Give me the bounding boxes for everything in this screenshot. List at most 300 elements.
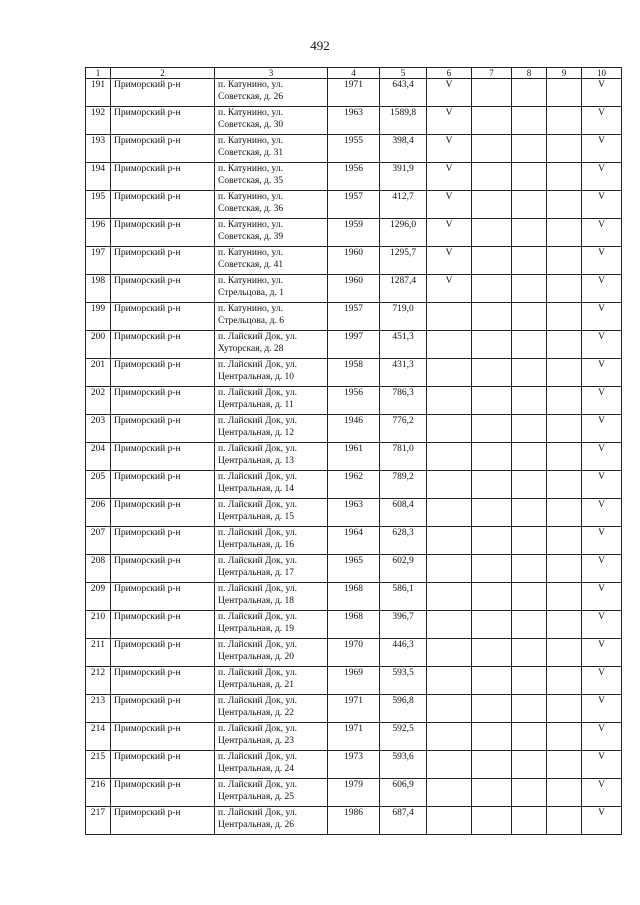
address-cell: п. Лайский Док, ул. Центральная, д. 18 [215,583,328,611]
row-number-cell: 207 [86,527,111,555]
district-cell: Приморский р-н [111,499,215,527]
address-cell: п. Лайский Док, ул. Центральная, д. 26 [215,807,328,835]
district-cell: Приморский р-н [111,611,215,639]
address-cell: п. Лайский Док, ул. Центральная, д. 15 [215,499,328,527]
address-cell: п. Лайский Док, ул. Центральная, д. 19 [215,611,328,639]
row-number-cell: 210 [86,611,111,639]
column-8-mark-cell [512,415,547,443]
column-6-mark-cell: V [427,79,472,107]
column-10-mark-cell: V [582,779,622,807]
table-row [86,583,622,611]
column-9-mark-cell [547,639,582,667]
district-cell: Приморский р-н [111,639,215,667]
column-10-mark-cell: V [582,611,622,639]
column-7-mark-cell [472,275,512,303]
address-cell: п. Катунино, ул. Советская, д. 30 [215,107,328,135]
area-cell: 431,3 [380,359,427,387]
area-cell: 398,4 [380,135,427,163]
column-6-mark-cell [427,471,472,499]
table-row [86,359,622,387]
column-9-mark-cell [547,107,582,135]
column-9-mark-cell [547,135,582,163]
year-built-cell: 1959 [328,219,380,247]
row-number-cell: 199 [86,303,111,331]
column-8-mark-cell [512,779,547,807]
column-8-mark-cell [512,303,547,331]
table-body [86,68,622,835]
district-cell: Приморский р-н [111,723,215,751]
area-cell: 628,3 [380,527,427,555]
table-row [86,807,622,835]
area-cell: 586,1 [380,583,427,611]
column-header: 3 [215,68,328,79]
column-10-mark-cell: V [582,471,622,499]
area-cell: 719,0 [380,303,427,331]
year-built-cell: 1970 [328,639,380,667]
area-cell: 396,7 [380,611,427,639]
area-cell: 786,3 [380,387,427,415]
column-8-mark-cell [512,331,547,359]
table-row [86,443,622,471]
column-9-mark-cell [547,807,582,835]
address-cell: п. Катунино, ул. Советская, д. 26 [215,79,328,107]
column-6-mark-cell [427,499,472,527]
column-7-mark-cell [472,471,512,499]
column-8-mark-cell [512,807,547,835]
district-cell: Приморский р-н [111,359,215,387]
row-number-cell: 209 [86,583,111,611]
column-6-mark-cell [427,779,472,807]
column-10-mark-cell: V [582,247,622,275]
district-cell: Приморский р-н [111,275,215,303]
district-cell: Приморский р-н [111,779,215,807]
column-8-mark-cell [512,499,547,527]
column-8-mark-cell [512,471,547,499]
area-cell: 446,3 [380,639,427,667]
table-row [86,499,622,527]
column-6-mark-cell [427,751,472,779]
column-9-mark-cell [547,611,582,639]
row-number-cell: 216 [86,779,111,807]
page-number: 492 [310,38,330,53]
address-cell: п. Лайский Док, ул. Центральная, д. 12 [215,415,328,443]
area-cell: 596,8 [380,695,427,723]
row-number-cell: 193 [86,135,111,163]
year-built-cell: 1962 [328,471,380,499]
column-7-mark-cell [472,583,512,611]
address-cell: п. Лайский Док, ул. Центральная, д. 25 [215,779,328,807]
table-row [86,751,622,779]
column-9-mark-cell [547,191,582,219]
year-built-cell: 1961 [328,443,380,471]
column-10-mark-cell: V [582,79,622,107]
table-row [86,527,622,555]
area-cell: 592,5 [380,723,427,751]
district-cell: Приморский р-н [111,415,215,443]
column-9-mark-cell [547,751,582,779]
column-9-mark-cell [547,163,582,191]
row-number-cell: 204 [86,443,111,471]
column-9-mark-cell [547,667,582,695]
column-10-mark-cell: V [582,331,622,359]
column-6-mark-cell [427,639,472,667]
column-8-mark-cell [512,247,547,275]
table-row [86,135,622,163]
year-built-cell: 1986 [328,807,380,835]
year-built-cell: 1971 [328,723,380,751]
column-10-mark-cell: V [582,583,622,611]
year-built-cell: 1971 [328,79,380,107]
column-7-mark-cell [472,443,512,471]
area-cell: 1287,4 [380,275,427,303]
column-10-mark-cell: V [582,443,622,471]
year-built-cell: 1956 [328,163,380,191]
column-header: 1 [86,68,111,79]
area-cell: 608,4 [380,499,427,527]
column-6-mark-cell: V [427,107,472,135]
address-cell: п. Лайский Док, ул. Центральная, д. 11 [215,387,328,415]
address-cell: п. Лайский Док, ул. Центральная, д. 23 [215,723,328,751]
year-built-cell: 1955 [328,135,380,163]
table-row [86,387,622,415]
column-10-mark-cell: V [582,387,622,415]
column-6-mark-cell [427,583,472,611]
column-6-mark-cell [427,555,472,583]
address-cell: п. Катунино, ул. Стрельцова, д. 1 [215,275,328,303]
column-10-mark-cell: V [582,219,622,247]
column-8-mark-cell [512,751,547,779]
row-number-cell: 200 [86,331,111,359]
column-7-mark-cell [472,387,512,415]
year-built-cell: 1964 [328,527,380,555]
table-row [86,275,622,303]
column-10-mark-cell: V [582,163,622,191]
row-number-cell: 212 [86,667,111,695]
year-built-cell: 1963 [328,499,380,527]
column-8-mark-cell [512,359,547,387]
column-header: 2 [111,68,215,79]
column-9-mark-cell [547,583,582,611]
column-7-mark-cell [472,135,512,163]
table-row [86,471,622,499]
district-cell: Приморский р-н [111,443,215,471]
district-cell: Приморский р-н [111,331,215,359]
area-cell: 781,0 [380,443,427,471]
year-built-cell: 1958 [328,359,380,387]
area-cell: 643,4 [380,79,427,107]
column-10-mark-cell: V [582,107,622,135]
column-8-mark-cell [512,583,547,611]
column-10-mark-cell: V [582,639,622,667]
table-row [86,555,622,583]
column-10-mark-cell: V [582,499,622,527]
address-cell: п. Катунино, ул. Советская, д. 39 [215,219,328,247]
column-header: 4 [328,68,380,79]
address-cell: п. Катунино, ул. Советская, д. 36 [215,191,328,219]
column-8-mark-cell [512,387,547,415]
column-9-mark-cell [547,415,582,443]
row-number-cell: 211 [86,639,111,667]
row-number-cell: 217 [86,807,111,835]
column-header: 7 [472,68,512,79]
column-7-mark-cell [472,107,512,135]
column-7-mark-cell [472,303,512,331]
area-cell: 593,6 [380,751,427,779]
table-row [86,667,622,695]
column-8-mark-cell [512,219,547,247]
year-built-cell: 1979 [328,779,380,807]
column-10-mark-cell: V [582,695,622,723]
column-6-mark-cell [427,359,472,387]
column-10-mark-cell: V [582,191,622,219]
column-8-mark-cell [512,443,547,471]
table-row [86,219,622,247]
area-cell: 451,3 [380,331,427,359]
column-9-mark-cell [547,499,582,527]
column-7-mark-cell [472,191,512,219]
column-7-mark-cell [472,555,512,583]
column-9-mark-cell [547,555,582,583]
row-number-cell: 214 [86,723,111,751]
column-9-mark-cell [547,387,582,415]
column-6-mark-cell: V [427,191,472,219]
year-built-cell: 1960 [328,247,380,275]
column-header: 6 [427,68,472,79]
column-7-mark-cell [472,331,512,359]
row-number-cell: 215 [86,751,111,779]
row-number-cell: 205 [86,471,111,499]
row-number-cell: 203 [86,415,111,443]
column-6-mark-cell [427,303,472,331]
address-cell: п. Лайский Док, ул. Центральная, д. 20 [215,639,328,667]
column-8-mark-cell [512,667,547,695]
table-row [86,611,622,639]
housing-register-table [85,67,622,835]
column-header: 9 [547,68,582,79]
district-cell: Приморский р-н [111,695,215,723]
address-cell: п. Лайский Док, ул. Центральная, д. 10 [215,359,328,387]
column-7-mark-cell [472,695,512,723]
table-row [86,331,622,359]
column-8-mark-cell [512,107,547,135]
year-built-cell: 1965 [328,555,380,583]
column-8-mark-cell [512,163,547,191]
address-cell: п. Катунино, ул. Стрельцова, д. 6 [215,303,328,331]
column-header: 8 [512,68,547,79]
area-cell: 606,9 [380,779,427,807]
table-row [86,303,622,331]
column-6-mark-cell [427,723,472,751]
column-10-mark-cell: V [582,275,622,303]
column-7-mark-cell [472,527,512,555]
row-number-cell: 195 [86,191,111,219]
year-built-cell: 1960 [328,275,380,303]
table-row [86,191,622,219]
column-9-mark-cell [547,779,582,807]
address-cell: п. Катунино, ул. Советская, д. 31 [215,135,328,163]
column-7-mark-cell [472,79,512,107]
district-cell: Приморский р-н [111,219,215,247]
district-cell: Приморский р-н [111,583,215,611]
column-10-mark-cell: V [582,527,622,555]
year-built-cell: 1968 [328,611,380,639]
column-7-mark-cell [472,359,512,387]
year-built-cell: 1946 [328,415,380,443]
row-number-cell: 201 [86,359,111,387]
column-7-mark-cell [472,611,512,639]
column-9-mark-cell [547,527,582,555]
district-cell: Приморский р-н [111,807,215,835]
column-7-mark-cell [472,751,512,779]
column-9-mark-cell [547,443,582,471]
column-header: 5 [380,68,427,79]
district-cell: Приморский р-н [111,667,215,695]
column-8-mark-cell [512,79,547,107]
year-built-cell: 1957 [328,191,380,219]
address-cell: п. Лайский Док, ул. Центральная, д. 13 [215,443,328,471]
column-8-mark-cell [512,611,547,639]
column-6-mark-cell [427,667,472,695]
column-6-mark-cell: V [427,219,472,247]
year-built-cell: 1956 [328,387,380,415]
area-cell: 391,9 [380,163,427,191]
table-row [86,107,622,135]
column-6-mark-cell [427,415,472,443]
column-9-mark-cell [547,359,582,387]
column-10-mark-cell: V [582,135,622,163]
column-6-mark-cell: V [427,247,472,275]
district-cell: Приморский р-н [111,303,215,331]
column-number-row [86,68,622,79]
district-cell: Приморский р-н [111,555,215,583]
column-6-mark-cell: V [427,275,472,303]
area-cell: 593,5 [380,667,427,695]
column-10-mark-cell: V [582,667,622,695]
column-8-mark-cell [512,275,547,303]
year-built-cell: 1973 [328,751,380,779]
area-cell: 1295,7 [380,247,427,275]
column-7-mark-cell [472,415,512,443]
column-10-mark-cell: V [582,359,622,387]
area-cell: 1589,8 [380,107,427,135]
table-row [86,163,622,191]
row-number-cell: 198 [86,275,111,303]
column-6-mark-cell [427,807,472,835]
area-cell: 412,7 [380,191,427,219]
column-8-mark-cell [512,191,547,219]
address-cell: п. Лайский Док, ул. Центральная, д. 24 [215,751,328,779]
column-6-mark-cell [427,443,472,471]
area-cell: 602,9 [380,555,427,583]
table-row [86,695,622,723]
table-row [86,415,622,443]
column-8-mark-cell [512,723,547,751]
address-cell: п. Лайский Док, ул. Центральная, д. 16 [215,527,328,555]
district-cell: Приморский р-н [111,387,215,415]
column-6-mark-cell [427,695,472,723]
table-row [86,79,622,107]
column-7-mark-cell [472,639,512,667]
table-row [86,723,622,751]
row-number-cell: 192 [86,107,111,135]
column-7-mark-cell [472,807,512,835]
column-9-mark-cell [547,275,582,303]
column-6-mark-cell [427,387,472,415]
column-9-mark-cell [547,695,582,723]
column-9-mark-cell [547,471,582,499]
district-cell: Приморский р-н [111,107,215,135]
year-built-cell: 1997 [328,331,380,359]
year-built-cell: 1971 [328,695,380,723]
address-cell: п. Лайский Док, ул. Центральная, д. 17 [215,555,328,583]
column-6-mark-cell: V [427,163,472,191]
column-10-mark-cell: V [582,415,622,443]
column-9-mark-cell [547,247,582,275]
district-cell: Приморский р-н [111,163,215,191]
column-8-mark-cell [512,639,547,667]
area-cell: 1296,0 [380,219,427,247]
area-cell: 776,2 [380,415,427,443]
row-number-cell: 206 [86,499,111,527]
column-7-mark-cell [472,247,512,275]
column-7-mark-cell [472,667,512,695]
area-cell: 789,2 [380,471,427,499]
column-6-mark-cell: V [427,135,472,163]
table-row [86,639,622,667]
district-cell: Приморский р-н [111,527,215,555]
column-7-mark-cell [472,723,512,751]
column-7-mark-cell [472,779,512,807]
column-7-mark-cell [472,499,512,527]
column-9-mark-cell [547,723,582,751]
column-6-mark-cell [427,331,472,359]
row-number-cell: 194 [86,163,111,191]
district-cell: Приморский р-н [111,247,215,275]
district-cell: Приморский р-н [111,79,215,107]
district-cell: Приморский р-н [111,135,215,163]
address-cell: п. Лайский Док, ул. Центральная, д. 14 [215,471,328,499]
column-10-mark-cell: V [582,723,622,751]
column-9-mark-cell [547,219,582,247]
column-8-mark-cell [512,555,547,583]
column-9-mark-cell [547,303,582,331]
column-7-mark-cell [472,163,512,191]
column-7-mark-cell [472,219,512,247]
row-number-cell: 196 [86,219,111,247]
row-number-cell: 197 [86,247,111,275]
row-number-cell: 202 [86,387,111,415]
year-built-cell: 1968 [328,583,380,611]
column-header: 10 [582,68,622,79]
table-row [86,247,622,275]
column-8-mark-cell [512,695,547,723]
address-cell: п. Катунино, ул. Советская, д. 41 [215,247,328,275]
district-cell: Приморский р-н [111,191,215,219]
column-8-mark-cell [512,135,547,163]
address-cell: п. Катунино, ул. Советская, д. 35 [215,163,328,191]
column-10-mark-cell: V [582,807,622,835]
column-10-mark-cell: V [582,555,622,583]
year-built-cell: 1963 [328,107,380,135]
area-cell: 687,4 [380,807,427,835]
table-row [86,779,622,807]
district-cell: Приморский р-н [111,471,215,499]
address-cell: п. Лайский Док, ул. Центральная, д. 22 [215,695,328,723]
year-built-cell: 1957 [328,303,380,331]
row-number-cell: 208 [86,555,111,583]
address-cell: п. Лайский Док, ул. Центральная, д. 21 [215,667,328,695]
column-10-mark-cell: V [582,303,622,331]
